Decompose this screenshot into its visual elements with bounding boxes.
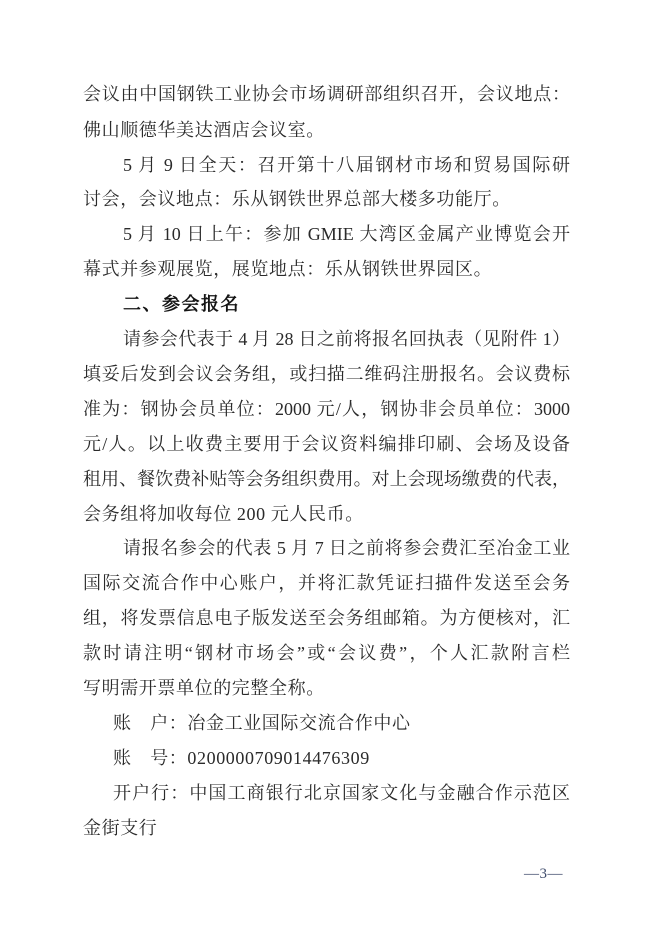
text-line: 写明需开票单位的完整全称。 [83, 678, 325, 698]
text-line: 国际交流合作中心账户，并将汇款凭证扫描件发送至会务 [83, 573, 570, 593]
text-line: 款时请注明“钢材市场会”或“会议费”，个人汇款附言栏 [83, 643, 570, 663]
text-line: 会议由中国钢铁工业协会市场调研部组织召开，会议地点： [83, 84, 570, 104]
text-line: 会务组将加收每位 200 元人民币。 [83, 504, 364, 524]
account-number-line: 账 号：0200000709014476309 [113, 748, 370, 768]
text-line: 元/人。以上收费主要用于会议资料编排印刷、会场及设备 [83, 434, 570, 454]
text-line: 填妥后发到会议会务组，或扫描二维码注册报名。会议费标 [83, 364, 570, 384]
text-line: 准为：钢协会员单位：2000 元/人，钢协非会员单位：3000 [83, 399, 570, 419]
text-line: 5 月 10 日上午：参加 GMIE 大湾区金属产业博览会开 [123, 224, 570, 244]
text-line: 佛山顺德华美达酒店会议室。 [83, 120, 325, 140]
bank-name-line-2: 金街支行 [83, 818, 158, 838]
page-number: —3— [524, 866, 563, 882]
text-line: 请报名参会的代表 5 月 7 日之前将参会费汇至冶金工业 [123, 538, 570, 558]
bank-name-line: 开户行：中国工商银行北京国家文化与金融合作示范区 [113, 783, 570, 803]
text-line: 5 月 9 日全天：召开第十八届钢材市场和贸易国际研 [123, 155, 570, 175]
text-line: 租用、餐饮费补贴等会务组织费用。对上会现场缴费的代表， [83, 469, 570, 489]
text-line: 请参会代表于 4 月 28 日之前将报名回执表（见附件 1） [123, 329, 570, 349]
account-name-line: 账 户：冶金工业国际交流合作中心 [113, 713, 411, 733]
text-line: 讨会，会议地点：乐从钢铁世界总部大楼多功能厅。 [83, 189, 511, 209]
text-line: 幕式并参观展览，展览地点：乐从钢铁世界园区。 [83, 259, 493, 279]
section-heading: 二、参会报名 [123, 294, 240, 314]
text-line: 组，将发票信息电子版发送至会务组邮箱。为方便核对，汇 [83, 608, 570, 628]
